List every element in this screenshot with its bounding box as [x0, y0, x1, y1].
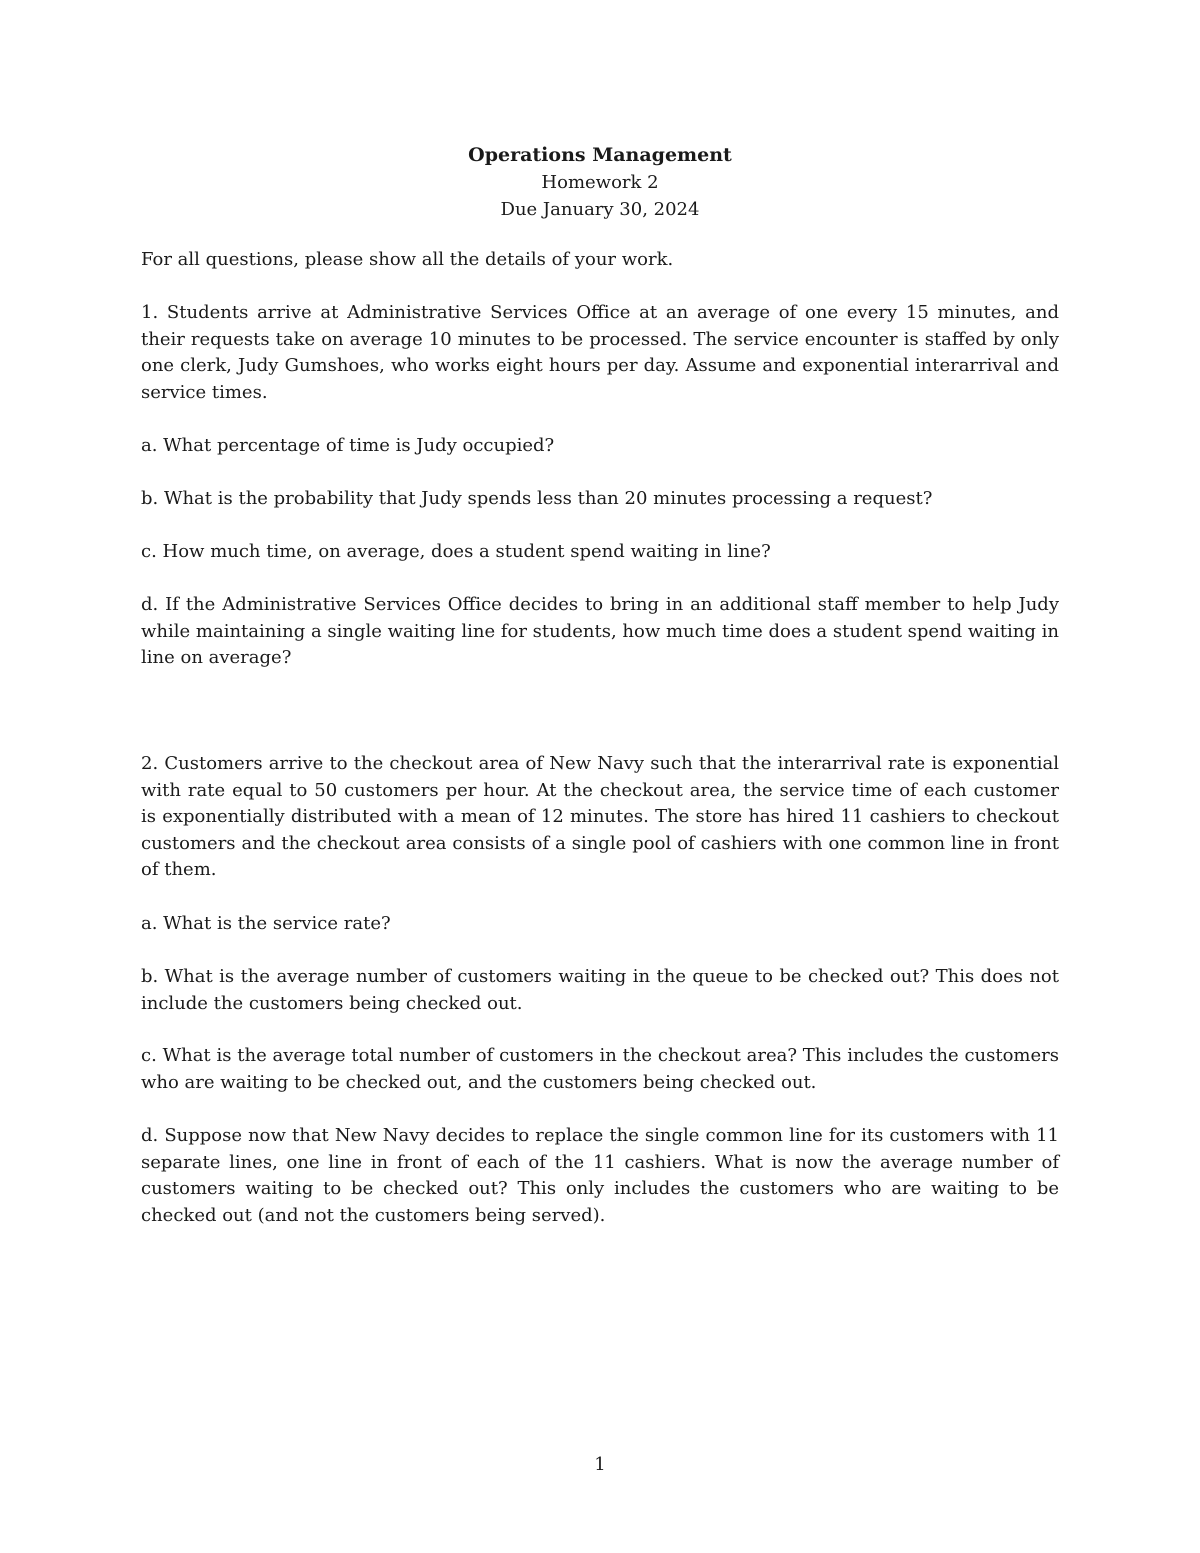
question-2d: d. Suppose now that New Navy decides to replace the single common line for its customers with 11 separate lines, one line in front of each of the 11 cashiers. What is now the average number of customers waiting to be checked out? This only includes the customers who are waiting to be checked out (and not the customers being served). [141, 1125, 1059, 1226]
instructions: For all questions, please show all the details of your work. [141, 249, 674, 270]
due-date: Due January 30, 2024 [500, 199, 700, 220]
question-1d: d. If the Administrative Services Office decides to bring in an additional staff member to help Judy while maintaining a single waiting line for students, how much time does a student spend waiting in line on average? [141, 594, 1059, 669]
question-2b: b. What is the average number of customers waiting in the queue to be checked out? This does not include the customers being checked out. [141, 966, 1059, 1014]
document-title: Operations Management [468, 144, 732, 166]
question-1-stem: 1. Students arrive at Administrative Services Office at an average of one every 15 minutes, and their requests take on average 10 minutes to be processed. The service encounter is staffed by only one clerk, Judy Gumshoes, who works eight hours per day. Assume and exponential interarrival and service times. [141, 302, 1059, 403]
document-header [0, 142, 1200, 223]
question-2c: c. What is the average total number of customers in the checkout area? This includes the customers who are waiting to be checked out, and the customers being checked out. [141, 1045, 1059, 1093]
question-2a: a. What is the service rate? [141, 913, 391, 934]
question-1c: c. How much time, on average, does a student spend waiting in line? [141, 541, 771, 562]
question-1a: a. What percentage of time is Judy occupied? [141, 435, 555, 456]
document-subtitle: Homework 2 [541, 172, 659, 193]
question-1b: b. What is the probability that Judy spends less than 20 minutes processing a request? [141, 488, 933, 509]
page-number: 1 [594, 1454, 606, 1475]
question-2-stem: 2. Customers arrive to the checkout area of New Navy such that the interarrival rate is exponential with rate equal to 50 customers per hour. At the checkout area, the service time of each customer is exponentially distributed with a mean of 12 minutes. The store has hired 11 cashiers to checkout customers and the checkout area consists of a single pool of cashiers with one common line in front of them. [141, 753, 1059, 881]
